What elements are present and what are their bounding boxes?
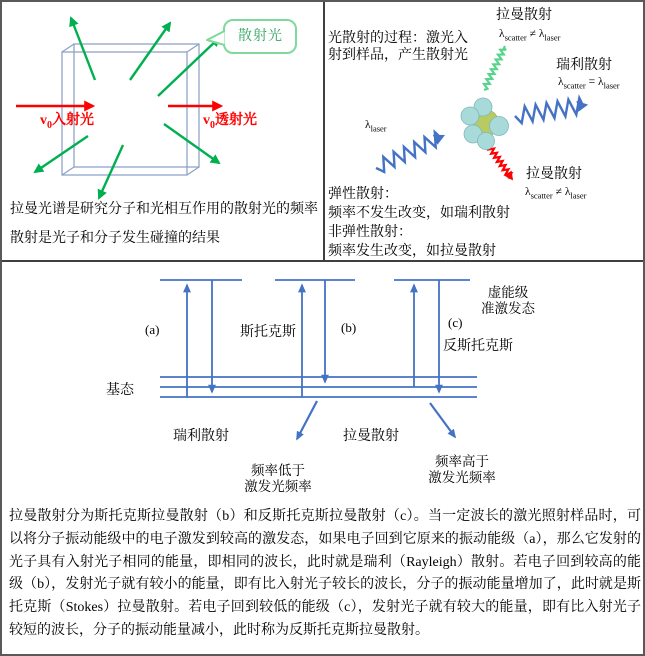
molecule-atom	[478, 133, 495, 150]
freq-higher-line1: 频率高于	[435, 454, 489, 469]
anti-stokes-label: 反斯托克斯	[443, 339, 513, 354]
sample-cube	[62, 44, 199, 175]
explanation-paragraph: 拉曼散射分为斯托克斯拉曼散射（b）和反斯托克斯拉曼散射（c）。当一定波长的激光照射样品时，可以将分子振动能级中的电子激发到较高的激发态，如果电子回到它原来的振动能级（a），那么它发射的光子具有入射光子相同的能量，即相同的波长，此时就是瑞利（Rayleigh）散射。若电子回到较高的能级（b），发射光子就有较小的能量，即有比入射光子较长的波长，分子的振动能量增加了，此时就是斯托克斯（Stokes）拉曼散射。若电子回到较低的能级（c），发射光子就有较大的能量，即有比入射光子较短的波长，分子的振动能量减小，此时称为反斯托克斯拉曼散射。	[9, 509, 641, 638]
freq-lower-label	[236, 463, 320, 495]
virtual-level-line1: 虚能级	[487, 285, 529, 300]
laser-wave-arrow	[376, 132, 443, 172]
freq-lower-line2: 激发光频率	[244, 479, 312, 494]
freq-higher-line2: 激发光频率	[428, 470, 496, 485]
laser-formula: $\lambda_{laser}$	[365, 119, 387, 134]
panel-scattering-process	[324, 2, 645, 260]
nu-symbol: v	[40, 113, 47, 128]
energy-level-diagram	[2, 262, 645, 502]
incident-light-label	[40, 113, 94, 134]
panel-sample-scattering	[2, 2, 324, 260]
freq-lower-line1: 频率低于	[251, 463, 305, 478]
raman-top-label: 拉曼散射	[496, 8, 552, 23]
elastic-title: 弹性散射：	[328, 187, 398, 202]
virtual-level-line2: 准激发态	[481, 301, 535, 316]
virtual-level-label	[470, 285, 546, 317]
caption-scattering-definition: 散射是光子和分子发生碰撞的结果	[10, 231, 220, 246]
molecule	[461, 98, 509, 150]
nu-subscript: 0	[47, 119, 52, 131]
incident-text: 入射光	[52, 113, 94, 128]
raman-wave-up	[484, 46, 506, 90]
scattered-light-bubble-label: 散射光	[238, 29, 283, 44]
nu-symbol: v	[203, 113, 210, 128]
intro-line1: 光散射的过程：激光入	[328, 31, 468, 46]
freq-higher-label	[420, 454, 504, 486]
transition-label-c: (c)	[448, 315, 463, 330]
nu-subscript: 0	[210, 119, 215, 131]
pointer-freq-higher	[430, 403, 455, 437]
raman-scattering-label: 拉曼散射	[343, 429, 399, 444]
inelastic-title: 非弹性散射：	[328, 225, 412, 240]
molecule-atom	[461, 107, 479, 125]
rayleigh-label: 瑞利散射	[556, 58, 612, 73]
elastic-description: 频率不发生改变，如瑞利散射	[328, 206, 510, 221]
scatter-arrow-down	[99, 145, 123, 198]
molecule-atom	[490, 117, 509, 136]
intro-line2: 射到样品，产生散射光	[328, 48, 468, 63]
raman-bottom-label: 拉曼散射	[526, 167, 582, 182]
pointer-freq-lower	[297, 401, 317, 439]
transition-label-b: (b)	[341, 320, 357, 335]
callout-tail	[207, 31, 225, 45]
inelastic-description: 频率发生改变，如拉曼散射	[328, 244, 496, 259]
raman-top-formula: $\lambda_{scatter} \ne \lambda_{laser}$	[499, 28, 561, 43]
scatter-arrow-up-right	[158, 38, 219, 96]
raman-bottom-formula: $\lambda_{scatter} \ne \lambda_{laser}$	[525, 186, 587, 201]
rayleigh-scattering-label: 瑞利散射	[173, 429, 229, 444]
stokes-label: 斯托克斯	[240, 325, 296, 340]
transition-label-a: (a)	[145, 322, 160, 337]
ground-state-label: 基态	[106, 383, 134, 398]
rayleigh-formula: $\lambda_{scatter} = \lambda_{laser}$	[558, 76, 620, 91]
raman-wave-down	[488, 146, 512, 179]
caption-raman-definition: 拉曼光谱是研究分子和光相互作用的散射光的频率	[10, 202, 318, 217]
transmitted-text: 透射光	[215, 113, 257, 128]
rayleigh-wave-arrow	[515, 98, 586, 123]
transmitted-light-label	[203, 113, 257, 134]
